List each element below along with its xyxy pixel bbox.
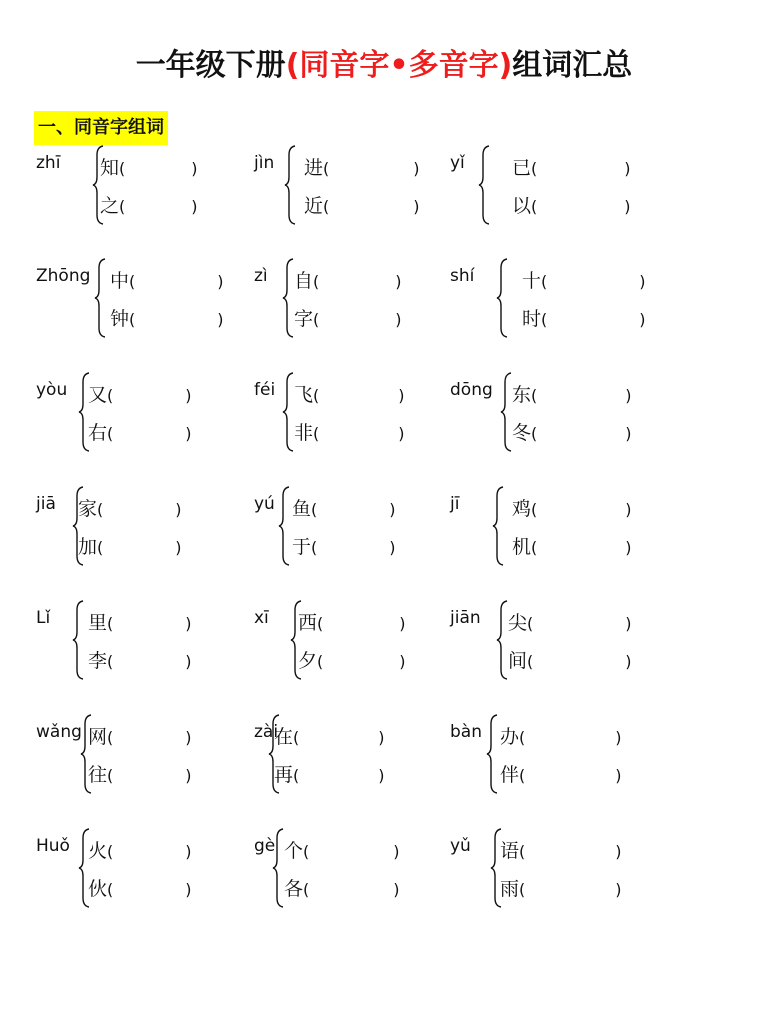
close-paren: ): [185, 614, 192, 633]
open-paren: (: [107, 614, 114, 633]
character: 个: [284, 840, 304, 862]
word-line: [512, 494, 650, 521]
close-paren: ): [395, 272, 402, 291]
word-line: [298, 646, 424, 673]
open-paren: (: [107, 652, 114, 671]
word-line: [284, 836, 418, 863]
open-paren: (: [119, 159, 126, 178]
homophone-group: [36, 258, 251, 338]
open-paren: (: [303, 880, 310, 899]
word-line: [294, 266, 420, 293]
homophone-group: [254, 486, 469, 566]
open-paren: (: [303, 842, 310, 861]
pinyin-label: Zhōng: [36, 266, 91, 286]
brace-icon: [496, 600, 508, 680]
character: 进: [304, 157, 324, 179]
character: 中: [110, 270, 130, 292]
homophone-group: [450, 145, 665, 225]
pinyin-label: zhī: [36, 153, 61, 173]
word-line: [512, 191, 649, 218]
character: 网: [88, 726, 108, 748]
character: 各: [284, 878, 304, 900]
close-paren: ): [625, 424, 632, 443]
word-line: [100, 153, 216, 180]
close-paren: ): [413, 197, 420, 216]
homophone-group: [450, 714, 665, 794]
homophone-group: [36, 714, 251, 794]
character: 知: [100, 157, 120, 179]
open-paren: (: [527, 652, 534, 671]
close-paren: ): [615, 880, 622, 899]
word-line: [500, 760, 640, 787]
word-line: [110, 304, 242, 331]
close-paren: ): [615, 766, 622, 785]
open-paren: (: [107, 728, 114, 747]
pinyin-label: jiā: [36, 494, 56, 514]
character: 时: [522, 308, 542, 330]
close-paren: ): [399, 614, 406, 633]
open-paren: (: [313, 424, 320, 443]
open-paren: (: [97, 538, 104, 557]
open-paren: (: [107, 766, 114, 785]
word-line: [88, 646, 210, 673]
open-paren: (: [313, 272, 320, 291]
homophone-group: [450, 828, 665, 908]
character: 再: [274, 764, 294, 786]
character: 近: [304, 195, 324, 217]
character: 办: [500, 726, 520, 748]
pinyin-label: xī: [254, 608, 269, 628]
open-paren: (: [107, 386, 114, 405]
word-line: [298, 608, 424, 635]
character: 间: [508, 650, 528, 672]
close-paren: ): [185, 880, 192, 899]
close-paren: ): [395, 310, 402, 329]
close-paren: ): [625, 538, 632, 557]
character: 鸡: [512, 498, 532, 520]
pinyin-label: jiān: [450, 608, 481, 628]
character: 里: [88, 612, 108, 634]
character: 尖: [508, 612, 528, 634]
open-paren: (: [323, 197, 330, 216]
brace-icon: [94, 258, 106, 338]
homophone-group: [36, 372, 251, 452]
close-paren: ): [625, 500, 632, 519]
open-paren: (: [129, 272, 136, 291]
open-paren: (: [531, 538, 538, 557]
word-line: [512, 418, 650, 445]
open-paren: (: [531, 424, 538, 443]
character: 以: [512, 195, 532, 217]
character: 伙: [88, 878, 108, 900]
word-line: [88, 874, 210, 901]
pinyin-label: yǐ: [450, 153, 465, 173]
word-line: [304, 191, 438, 218]
brace-icon: [284, 145, 296, 225]
pinyin-label: shí: [450, 266, 475, 286]
pinyin-label: bàn: [450, 722, 482, 742]
character: 已: [512, 157, 532, 179]
section-heading: 一、同音字组词: [34, 111, 168, 145]
word-line: [78, 494, 200, 521]
open-paren: (: [313, 310, 320, 329]
character: 字: [294, 308, 314, 330]
word-line: [274, 722, 403, 749]
close-paren: ): [185, 652, 192, 671]
page-title: [0, 44, 768, 88]
character: 伴: [500, 764, 520, 786]
open-paren: (: [527, 614, 534, 633]
open-paren: (: [519, 880, 526, 899]
brace-icon: [478, 145, 490, 225]
character: 鱼: [292, 498, 312, 520]
close-paren: ): [393, 842, 400, 861]
brace-icon: [486, 714, 498, 794]
pinyin-label: jìn: [254, 153, 275, 173]
character: 夕: [298, 650, 318, 672]
open-paren: (: [107, 424, 114, 443]
open-paren: (: [519, 766, 526, 785]
close-paren: ): [389, 538, 396, 557]
open-paren: (: [311, 500, 318, 519]
character: 西: [298, 612, 318, 634]
character: 飞: [294, 384, 314, 406]
open-paren: (: [541, 310, 548, 329]
close-paren: ): [191, 197, 198, 216]
character: 语: [500, 840, 520, 862]
pinyin-label: Lǐ: [36, 608, 51, 628]
character: 雨: [500, 878, 520, 900]
open-paren: (: [293, 728, 300, 747]
close-paren: ): [413, 159, 420, 178]
open-paren: (: [107, 880, 114, 899]
word-line: [284, 874, 418, 901]
character: 家: [78, 498, 98, 520]
open-paren: (: [313, 386, 320, 405]
close-paren: ): [185, 766, 192, 785]
character: 非: [294, 422, 314, 444]
word-line: [100, 191, 216, 218]
character: 机: [512, 536, 532, 558]
character: 李: [88, 650, 108, 672]
pinyin-label: féi: [254, 380, 276, 400]
word-line: [294, 418, 423, 445]
character: 之: [100, 195, 120, 217]
close-paren: ): [389, 500, 396, 519]
open-paren: (: [311, 538, 318, 557]
word-line: [500, 722, 640, 749]
close-paren: ): [625, 386, 632, 405]
homophone-group: [254, 258, 469, 338]
open-paren: (: [531, 500, 538, 519]
pinyin-label: yú: [254, 494, 275, 514]
word-line: [500, 874, 640, 901]
close-paren: ): [185, 424, 192, 443]
character: 又: [88, 384, 108, 406]
open-paren: (: [531, 159, 538, 178]
pinyin-label: zì: [254, 266, 268, 286]
word-line: [88, 418, 210, 445]
pinyin-label: jī: [450, 494, 460, 514]
word-line: [294, 380, 423, 407]
character: 自: [294, 270, 314, 292]
homophone-group: [254, 372, 469, 452]
close-paren: ): [185, 728, 192, 747]
pinyin-label: wǎng: [36, 722, 82, 742]
pinyin-label: gè: [254, 836, 276, 856]
word-line: [78, 532, 200, 559]
close-paren: ): [378, 766, 385, 785]
close-paren: ): [398, 386, 405, 405]
homophone-group: [450, 600, 665, 680]
word-line: [500, 836, 640, 863]
word-line: [88, 836, 210, 863]
close-paren: ): [217, 310, 224, 329]
close-paren: ): [639, 310, 646, 329]
homophone-group: [254, 600, 469, 680]
word-line: [88, 760, 210, 787]
word-line: [512, 153, 649, 180]
title-part-2: (同音字•多音字): [285, 48, 513, 83]
word-line: [512, 532, 650, 559]
open-paren: (: [531, 197, 538, 216]
homophone-group: [450, 258, 665, 338]
homophone-group: [36, 486, 251, 566]
close-paren: ): [185, 842, 192, 861]
word-line: [274, 760, 403, 787]
character: 于: [292, 536, 312, 558]
pinyin-label: yǔ: [450, 836, 471, 856]
brace-icon: [500, 372, 512, 452]
pinyin-label: yòu: [36, 380, 68, 400]
brace-icon: [282, 372, 294, 452]
close-paren: ): [639, 272, 646, 291]
open-paren: (: [293, 766, 300, 785]
brace-icon: [278, 486, 290, 566]
homophone-group: [254, 714, 469, 794]
character: 往: [88, 764, 108, 786]
homophone-group: [36, 828, 251, 908]
character: 十: [522, 270, 542, 292]
character: 钟: [110, 308, 130, 330]
brace-icon: [72, 600, 84, 680]
pinyin-label: dōng: [450, 380, 493, 400]
open-paren: (: [119, 197, 126, 216]
close-paren: ): [175, 538, 182, 557]
homophone-group: [36, 145, 251, 225]
close-paren: ): [625, 652, 632, 671]
open-paren: (: [97, 500, 104, 519]
close-paren: ): [191, 159, 198, 178]
open-paren: (: [519, 842, 526, 861]
character: 加: [78, 536, 98, 558]
word-line: [508, 608, 650, 635]
word-line: [88, 608, 210, 635]
open-paren: (: [317, 614, 324, 633]
word-line: [304, 153, 438, 180]
close-paren: ): [625, 614, 632, 633]
word-line: [522, 304, 664, 331]
character: 东: [512, 384, 532, 406]
open-paren: (: [107, 842, 114, 861]
close-paren: ): [217, 272, 224, 291]
word-line: [88, 380, 210, 407]
word-line: [522, 266, 664, 293]
close-paren: ): [624, 197, 631, 216]
word-line: [508, 646, 650, 673]
open-paren: (: [317, 652, 324, 671]
open-paren: (: [519, 728, 526, 747]
brace-icon: [496, 258, 508, 338]
close-paren: ): [615, 842, 622, 861]
character: 火: [88, 840, 108, 862]
homophone-group: [254, 145, 469, 225]
homophone-group: [254, 828, 469, 908]
brace-icon: [282, 258, 294, 338]
word-line: [294, 304, 420, 331]
homophone-group: [450, 372, 665, 452]
close-paren: ): [399, 652, 406, 671]
close-paren: ): [615, 728, 622, 747]
open-paren: (: [541, 272, 548, 291]
open-paren: (: [323, 159, 330, 178]
open-paren: (: [531, 386, 538, 405]
pinyin-label: Huǒ: [36, 836, 70, 856]
word-line: [292, 532, 414, 559]
brace-icon: [492, 486, 504, 566]
character: 右: [88, 422, 108, 444]
close-paren: ): [175, 500, 182, 519]
word-line: [512, 380, 650, 407]
close-paren: ): [624, 159, 631, 178]
pinyin-label: zài: [254, 722, 279, 742]
homophone-group: [36, 600, 251, 680]
character: 冬: [512, 422, 532, 444]
word-line: [110, 266, 242, 293]
close-paren: ): [398, 424, 405, 443]
title-part-3: 组词汇总: [512, 48, 633, 83]
title-part-1: 一年级下册: [135, 48, 286, 83]
close-paren: ): [393, 880, 400, 899]
word-line: [292, 494, 414, 521]
brace-icon: [272, 828, 284, 908]
homophone-group: [450, 486, 665, 566]
close-paren: ): [185, 386, 192, 405]
word-line: [88, 722, 210, 749]
close-paren: ): [378, 728, 385, 747]
character: 在: [274, 726, 294, 748]
open-paren: (: [129, 310, 136, 329]
